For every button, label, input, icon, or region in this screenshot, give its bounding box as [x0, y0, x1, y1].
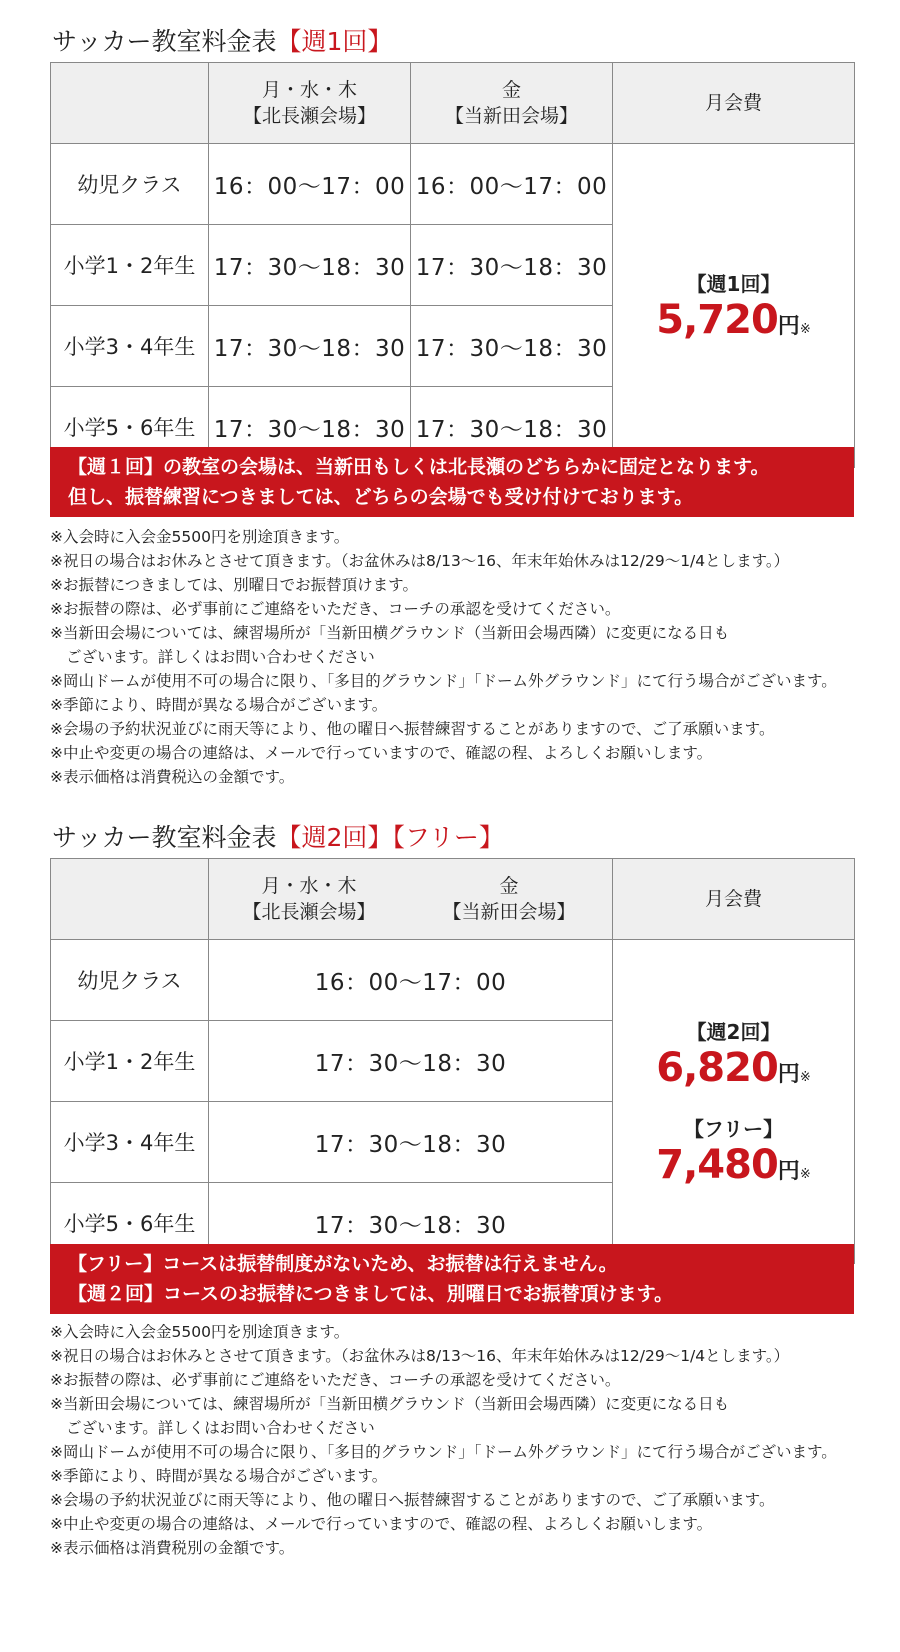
table-row	[51, 144, 855, 225]
class-name: 小学1・2年生	[51, 225, 209, 306]
time-slot: 16：00～17：00	[411, 144, 613, 225]
monthly-fee-cell	[613, 144, 855, 468]
note-item: ※お振替の際は、必ず事前にご連絡をいただき、コーチの承認を受けてください。	[50, 600, 621, 618]
header-venue: 【北長瀬会場】	[242, 105, 376, 127]
header-monthly-fee: 月会費	[613, 63, 855, 144]
note-item: ※表示価格は消費税込の金額です。	[50, 768, 295, 786]
fee-table-weekly1	[50, 62, 855, 468]
fee-price: 5,720	[656, 297, 778, 343]
time-slot: 17：30～18：30	[209, 1021, 613, 1102]
note-item: ※中止や変更の場合の連絡は、メールで行っていますので、確認の程、よろしくお願いします。	[50, 744, 713, 762]
header-corner	[51, 63, 209, 144]
class-name: 幼児クラス	[51, 144, 209, 225]
time-slot: 17：30～18：30	[209, 306, 411, 387]
fee-yen: 円	[777, 314, 800, 339]
class-name: 小学5・6年生	[51, 387, 209, 468]
time-slot: 17：30～18：30	[209, 387, 411, 468]
note-item: ※お振替の際は、必ず事前にご連絡をいただき、コーチの承認を受けてください。	[50, 1371, 621, 1389]
class-name: 小学3・4年生	[51, 306, 209, 387]
note-item: ※入会時に入会金5500円を別途頂きます。	[50, 1323, 350, 1341]
header-corner	[51, 859, 209, 940]
time-slot: 17：30～18：30	[411, 225, 613, 306]
fee-yen: 円	[777, 1158, 800, 1184]
fee-plan-label: 【フリー】	[683, 1116, 784, 1141]
note-item: ございます。詳しくはお問い合わせください	[66, 648, 375, 666]
time-slot: 17：30～18：30	[411, 306, 613, 387]
note-item: ※お振替につきましては、別曜日でお振替頂けます。	[50, 576, 418, 594]
fee-plan-label: 【週2回】	[686, 1019, 781, 1044]
note-item: ※祝日の場合はお休みとさせて頂きます。（お盆休みは8/13～16、年末年始休みは12/29～1/4とします。）	[50, 552, 790, 570]
fee-table-title-weekly1	[52, 22, 392, 58]
header-col-toshinden	[411, 63, 613, 144]
time-slot: 17：30～18：30	[209, 225, 411, 306]
time-slot: 17：30～18：30	[209, 1183, 613, 1264]
note-item: ※当新田会場については、練習場所が「当新田横グラウンド（当新田会場西隣）に変更になる日も	[50, 624, 730, 642]
notes-list-weekly1	[50, 525, 890, 789]
time-slot: 17：30～18：30	[411, 387, 613, 468]
class-name: 小学3・4年生	[51, 1102, 209, 1183]
notice-banner-weekly2	[50, 1244, 854, 1314]
fee-table-weekly2	[50, 858, 855, 1264]
note-item: ※中止や変更の場合の連絡は、メールで行っていますので、確認の程、よろしくお願いします。	[50, 1515, 713, 1533]
note-item: ※季節により、時間が異なる場合がございます。	[50, 696, 388, 714]
note-item: ※岡山ドームが使用不可の場合に限り、「多目的グラウンド」「ドーム外グラウンド」にて行う場合がございます。	[50, 672, 837, 690]
header-venue: 【北長瀬会場】	[242, 901, 376, 923]
fee-yen: 円	[777, 1061, 800, 1087]
header-col-toshinden	[409, 873, 609, 925]
note-item: ※入会時に入会金5500円を別途頂きます。	[50, 528, 350, 546]
fee-price: 6,820	[656, 1044, 778, 1091]
monthly-fee-cell	[613, 940, 855, 1264]
note-item: ございます。詳しくはお問い合わせください	[66, 1419, 375, 1437]
notes-list-weekly2	[50, 1320, 890, 1560]
header-col-kitanagase	[209, 63, 411, 144]
notice-line: 【週１回】の教室の会場は、当新田もしくは北長瀬のどちらかに固定となります。	[68, 456, 770, 478]
title-main: サッカー教室料金表	[52, 823, 277, 852]
title-tag: 【週1回】	[276, 27, 393, 56]
notice-line: 但し、振替練習につきましては、どちらの会場でも受け付けております。	[68, 486, 694, 508]
time-slot: 16：00～17：00	[209, 940, 613, 1021]
note-item: ※表示価格は消費税別の金額です。	[50, 1539, 295, 1557]
note-item: ※会場の予約状況並びに雨天等により、他の曜日へ振替練習することがありますので、ご了承願います。	[50, 1491, 775, 1509]
header-days: 月・水・木	[261, 875, 357, 897]
notice-line: 【週２回】コースのお振替につきましては、別曜日でお振替頂けます。	[68, 1283, 674, 1305]
header-days: 金	[499, 875, 519, 897]
fee-note-mark: ※	[799, 1069, 811, 1085]
header-days: 金	[501, 79, 521, 101]
header-venue: 【当新田会場】	[444, 105, 578, 127]
header-col-venues	[209, 859, 613, 940]
time-slot: 17：30～18：30	[209, 1102, 613, 1183]
note-item: ※岡山ドームが使用不可の場合に限り、「多目的グラウンド」「ドーム外グラウンド」にて行う場合がございます。	[50, 1443, 837, 1461]
table-row	[51, 940, 855, 1021]
note-item: ※会場の予約状況並びに雨天等により、他の曜日へ振替練習することがありますので、ご了承願います。	[50, 720, 775, 738]
header-days: 月・水・木	[261, 79, 357, 101]
notice-banner-weekly1	[50, 447, 854, 517]
fee-plan-label: 【週1回】	[686, 272, 781, 296]
title-main: サッカー教室料金表	[52, 27, 277, 56]
fee-note-mark: ※	[799, 1166, 811, 1182]
header-col-kitanagase	[209, 873, 409, 925]
title-tag: 【週2回】【フリー】	[276, 823, 504, 852]
header-monthly-fee: 月会費	[613, 859, 855, 940]
note-item: ※季節により、時間が異なる場合がございます。	[50, 1467, 388, 1485]
header-venue: 【当新田会場】	[442, 901, 576, 923]
note-item: ※祝日の場合はお休みとさせて頂きます。（お盆休みは8/13～16、年末年始休みは12/29～1/4とします。）	[50, 1347, 790, 1365]
class-name: 小学1・2年生	[51, 1021, 209, 1102]
fee-price: 7,480	[656, 1141, 778, 1188]
fee-note-mark: ※	[799, 322, 811, 337]
class-name: 幼児クラス	[51, 940, 209, 1021]
note-item: ※当新田会場については、練習場所が「当新田横グラウンド（当新田会場西隣）に変更になる日も	[50, 1395, 730, 1413]
fee-table-title-weekly2	[52, 818, 504, 854]
time-slot: 16：00～17：00	[209, 144, 411, 225]
class-name: 小学5・6年生	[51, 1183, 209, 1264]
notice-line: 【フリー】コースは振替制度がないため、お振替は行えません。	[68, 1253, 618, 1275]
